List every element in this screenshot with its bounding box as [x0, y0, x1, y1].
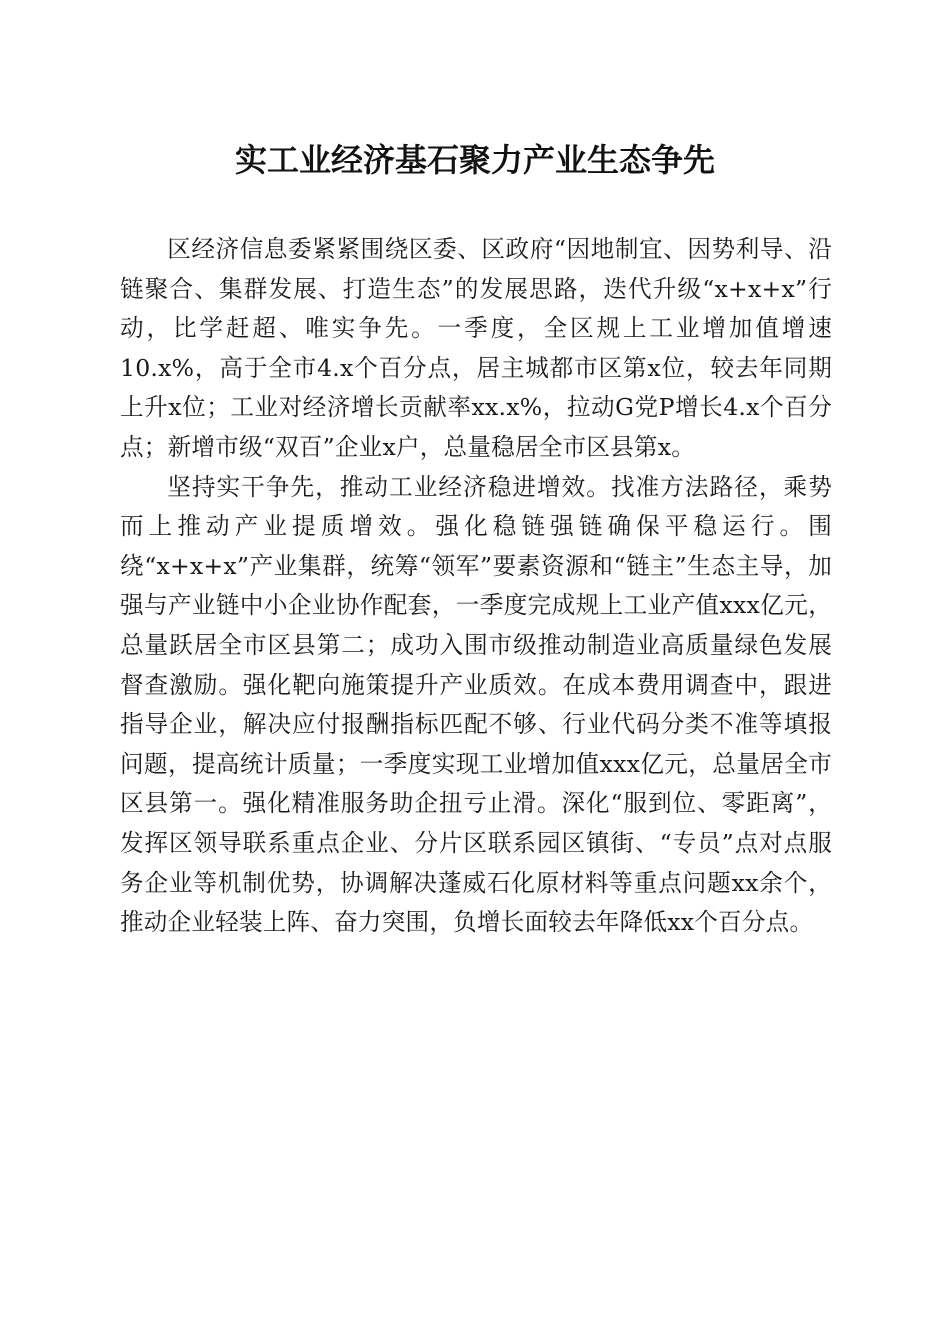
document-title: 实工业经济基石聚力产业生态争先 [234, 141, 715, 179]
paragraph-1: 区经济信息委紧紧围绕区委、区政府“因地制宜、因势利导、沿链聚合、集群发展、打造生态”的发展思路，迭代升级“x+x+x”行动，比学赶超、唯实争先。一季度，全区规上工业增加值增速10.x%，高于全市4.x个百分点，居主城都市区第x位，较去年同期上升x位；工业对经济增长贡献率xx.x%，拉动G党P增长4.x个百分点；新增市级“双百”企业x户，总量稳居全市区县第x。 [120, 235, 832, 461]
document-body [120, 230, 832, 943]
paragraph-2: 坚持实干争先，推动工业经济稳进增效。找准方法路径，乘势而上推动产业提质增效。强化稳链强链确保平稳运行。围绕“x+x+x”产业集群，统筹“领军”要素资源和“链主”生态主导，加强与产业链中小企业协作配套，一季度完成规上工业产值xxx亿元，总量跃居全市区县第二；成功入围市级推动制造业高质量绿色发展督查激励。强化靶向施策提升产业质效。在成本费用调查中，跟进指导企业，解决应付报酬指标匹配不够、行业代码分类不准等填报问题，提高统计质量；一季度实现工业增加值xxx亿元，总量居全市区县第一。强化精准服务助企扭亏止滑。深化“服到位、零距离”，发挥区领导联系重点企业、分片区联系园区镇街、“专员”点对点服务企业等机制优势，协调解决蓬威石化原材料等重点问题xx余个，推动企业轻装上阵、奋力突围，负增长面较去年降低xx个百分点。 [120, 472, 832, 937]
